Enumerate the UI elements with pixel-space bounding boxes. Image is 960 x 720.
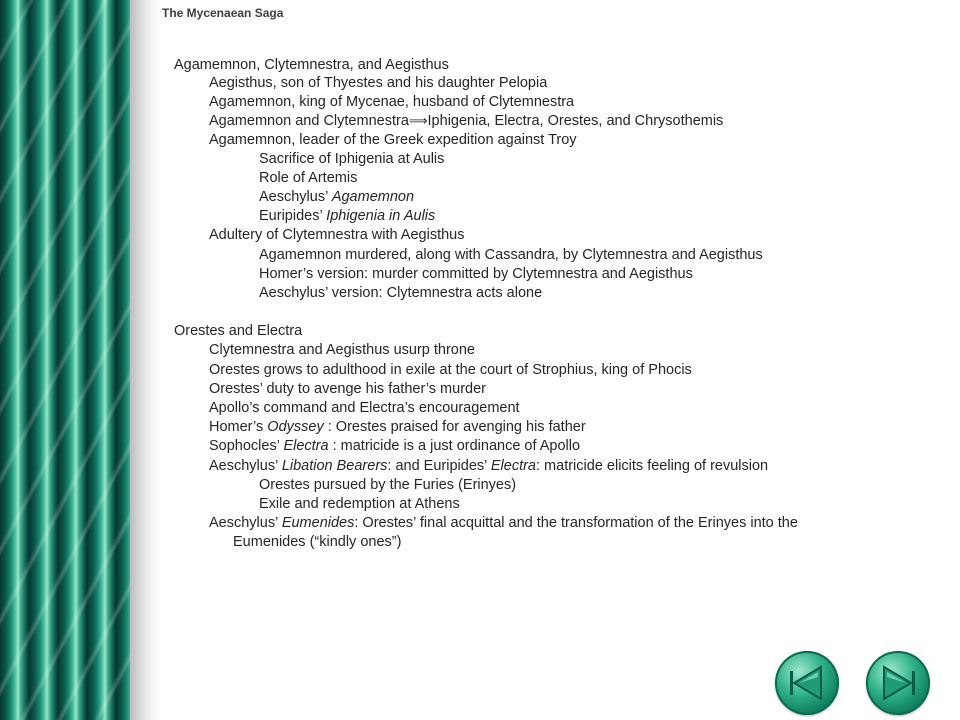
triangle-right-icon xyxy=(866,651,930,715)
outline-text: : and Euripides’ xyxy=(387,458,491,474)
outline-line xyxy=(259,265,693,283)
slide-header-title: The Mycenaean Saga xyxy=(162,6,284,20)
outline-line xyxy=(259,284,542,302)
outline-text: Iphigenia, Electra, Orestes, and Chrysothemis xyxy=(427,113,724,129)
outline-text: Aeschylus’ xyxy=(209,458,282,474)
outline-line xyxy=(174,56,449,74)
outline-line xyxy=(259,476,516,494)
next-slide-button[interactable] xyxy=(866,651,930,715)
outline-line xyxy=(259,188,414,206)
outline-text: Euripides’ xyxy=(259,208,327,224)
outline-line xyxy=(209,131,577,149)
outline-text: Agamemnon, king of Mycenae, husband of Clytemnestra xyxy=(209,94,575,110)
outline-text: Orestes grows to adulthood in exile at the court of Strophius, king of Phocis xyxy=(209,362,692,378)
outline-text: : matricide is a just ordinance of Apollo xyxy=(328,438,581,454)
implies-arrow: ⟹ xyxy=(408,114,428,129)
outline-line xyxy=(259,246,763,264)
outline-text: Agamemnon murdered, along with Cassandra, by Clytemnestra and Aegisthus xyxy=(259,247,763,263)
outline-line xyxy=(209,418,586,436)
outline-line xyxy=(259,495,460,513)
outline-text: Sacrifice of Iphigenia at Aulis xyxy=(259,151,445,167)
outline-text: Apollo’s command and Electra’s encouragement xyxy=(209,400,520,416)
outline-text: Role of Artemis xyxy=(259,170,358,186)
outline-text: Agamemnon and Clytemnestra xyxy=(209,113,409,129)
outline-text: Orestes pursued by the Furies (Erinyes) xyxy=(259,477,517,493)
outline-text: Agamemnon, leader of the Greek expedition against Troy xyxy=(209,132,577,148)
outline-line xyxy=(209,437,580,455)
outline-line xyxy=(259,169,357,187)
outline-line xyxy=(209,226,464,244)
outline-line xyxy=(209,93,574,111)
outline-text: Orestes and Electra xyxy=(174,323,303,339)
outline-text: : Orestes praised for avenging his father xyxy=(323,419,586,435)
outline-text: Homer’s xyxy=(209,419,268,435)
outline-line xyxy=(209,399,520,417)
triangle-left-icon xyxy=(775,651,839,715)
work-title: Odyssey xyxy=(267,419,324,435)
work-title: Eumenides xyxy=(281,515,355,531)
outline-line xyxy=(174,322,302,340)
outline-text: Aegisthus, son of Thyestes and his daughter Pelopia xyxy=(209,75,548,91)
outline-text: : matricide elicits feeling of revulsion xyxy=(536,458,769,474)
outline-line xyxy=(259,150,444,168)
outline-line xyxy=(209,514,798,532)
previous-slide-button[interactable] xyxy=(775,651,839,715)
outline-text: Sophocles’ xyxy=(209,438,284,454)
work-title: Libation Bearers xyxy=(281,458,388,474)
outline-text: Homer’s version: murder committed by Clytemnestra and Aegisthus xyxy=(259,266,693,282)
outline-text: Clytemnestra and Aegisthus usurp throne xyxy=(209,342,475,358)
outline-line xyxy=(209,112,723,131)
outline-line xyxy=(233,533,401,551)
work-title: Iphigenia in Aulis xyxy=(326,208,436,224)
outline-text: Agamemnon, Clytemnestra, and Aegisthus xyxy=(174,57,449,73)
outline-text: Adultery of Clytemnestra with Aegisthus xyxy=(209,227,465,243)
outline-text: Aeschylus’ xyxy=(259,189,332,205)
work-title: Agamemnon xyxy=(331,189,415,205)
outline-line xyxy=(209,457,768,475)
outline-text: Orestes’ duty to avenge his father’s murder xyxy=(209,381,486,397)
outline-line xyxy=(209,74,547,92)
work-title: Electra xyxy=(490,458,536,474)
outline-line xyxy=(209,380,486,398)
work-title: Electra xyxy=(283,438,329,454)
outline-line xyxy=(259,207,435,225)
outline-line xyxy=(209,341,475,359)
outline-text: Aeschylus’ version: Clytemnestra acts alone xyxy=(259,285,543,301)
outline-text: : Orestes’ final acquittal and the transformation of the Erinyes into the xyxy=(354,515,798,531)
outline-text: Eumenides (“kindly ones”) xyxy=(233,534,402,550)
outline-text: Exile and redemption at Athens xyxy=(259,496,460,512)
outline-line xyxy=(209,361,692,379)
outline-text: Aeschylus’ xyxy=(209,515,282,531)
